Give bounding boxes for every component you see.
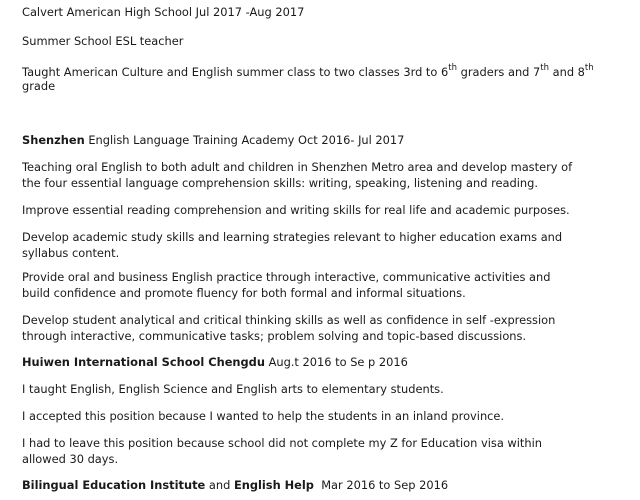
- calvert-heading: Calvert American High School Jul 2017 -Aug 2017: [22, 5, 305, 19]
- shenzhen-paragraph: Develop academic study skills and learning strategies relevant to higher education exams and syllabus content.: [22, 230, 563, 260]
- calvert-desc-sup1: th: [448, 63, 457, 73]
- shenzhen-name: Shenzhen: [22, 133, 85, 147]
- calvert-desc-part1: Taught American Culture and English summer class to two classes 3rd to 6: [22, 65, 449, 79]
- calvert-desc-sup2: th: [540, 63, 549, 73]
- huiwen-name: Huiwen International School Chengdu: [22, 355, 265, 369]
- bilingual-dates: Mar 2016 to Sep 2016: [313, 478, 449, 492]
- huiwen-paragraph: I taught English, English Science and English arts to elementary students.: [22, 382, 444, 396]
- bilingual-connector: and: [205, 478, 234, 492]
- shenzhen-paragraph: Provide oral and business English practice through interactive, communicative activities and build confidence and promote fluency for both formal and informal situations.: [22, 270, 551, 300]
- calvert-description-cont: grade: [22, 79, 56, 93]
- huiwen-paragraph: I had to leave this position because school did not complete my Z for Education visa within allowed 30 days.: [22, 436, 542, 466]
- shenzhen-paragraph: Teaching oral English to both adult and children in Shenzhen Metro area and develop mastery of the four essential language comprehension skills: writing, speaking, listening and reading.: [22, 160, 573, 190]
- bilingual-name-2: English Help: [233, 478, 314, 492]
- shenzhen-heading-rest: English Language Training Academy Oct 2016- Jul 2017: [84, 133, 405, 147]
- calvert-desc-part3: and 8: [549, 65, 585, 79]
- shenzhen-heading: [22, 132, 404, 148]
- shenzhen-paragraph: Improve essential reading comprehension and writing skills for real life and academic purposes.: [22, 203, 570, 217]
- calvert-desc-part2: graders and 7: [456, 65, 541, 79]
- calvert-description: [22, 64, 594, 80]
- calvert-desc-sup3: th: [584, 63, 594, 73]
- bilingual-name-1: Bilingual Education Institute: [22, 478, 206, 492]
- huiwen-paragraph: I accepted this position because I wanted to help the students in an inland province.: [22, 409, 505, 423]
- bilingual-heading: [22, 477, 448, 493]
- shenzhen-paragraph: Develop student analytical and critical thinking skills as well as confidence in self -expression through interactive, communicative tasks; problem solving and topic-based discussions.: [22, 313, 556, 343]
- calvert-role: Summer School ESL teacher: [22, 34, 184, 48]
- huiwen-heading-rest: Aug.t 2016 to Se p 2016: [264, 355, 408, 369]
- huiwen-heading: [22, 354, 408, 370]
